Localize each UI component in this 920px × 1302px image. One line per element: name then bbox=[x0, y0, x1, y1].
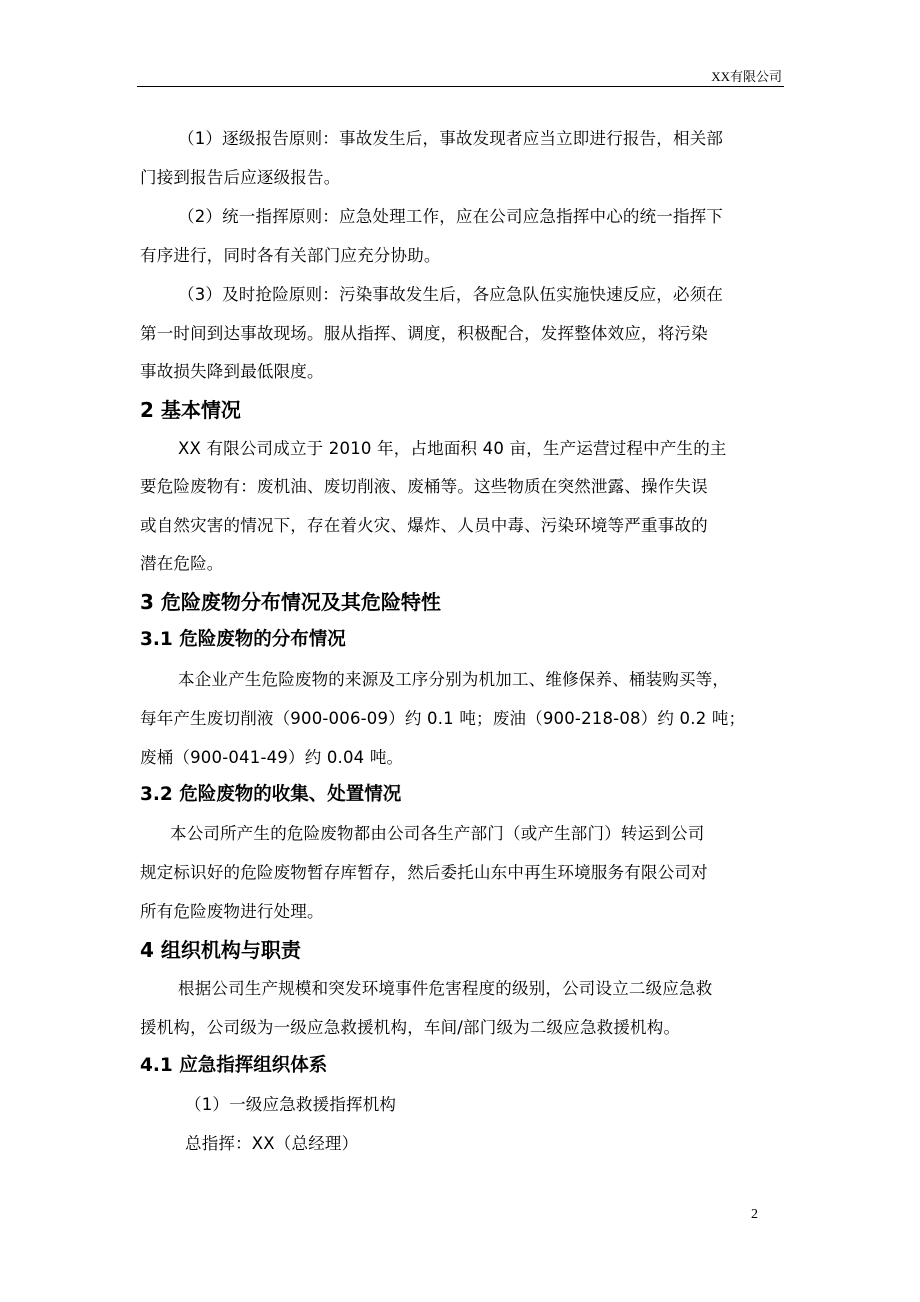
page-number: 2 bbox=[751, 1207, 758, 1222]
section-3-1-line-2: 每年产生废切削液（900-006-09）约 0.1 吨；废油（900-218-08）约 0.2 吨； bbox=[140, 709, 746, 728]
section-4-line-2: 援机构，公司级为一级应急救援机构，车间/部门级为二级应急救援机构。 bbox=[140, 1018, 681, 1037]
principle-1-line-2: 门接到报告后应逐级报告。 bbox=[140, 168, 341, 187]
principle-3-line-1: （3）及时抢险原则：污染事故发生后，各应急队伍实施快速反应，必须在 bbox=[178, 285, 724, 304]
section-2-line-3: 或自然灾害的情况下，存在着火灾、爆炸、人员中毒、污染环境等严重事故的 bbox=[140, 516, 708, 535]
section-4-line-1: 根据公司生产规模和突发环境事件危害程度的级别，公司设立二级应急救 bbox=[178, 979, 713, 998]
section-3-1-heading: 3.1 危险废物的分布情况 bbox=[140, 629, 346, 650]
section-4-1-heading: 4.1 应急指挥组织体系 bbox=[140, 1055, 328, 1076]
section-3-2-line-3: 所有危险废物进行处理。 bbox=[140, 902, 324, 921]
section-2-heading: 2 基本情况 bbox=[140, 398, 241, 422]
section-4-1-item-2: 总指挥：XX（总经理） bbox=[185, 1134, 359, 1153]
section-4-heading: 4 组织机构与职责 bbox=[140, 938, 301, 962]
principle-3-line-2: 第一时间到达事故现场。服从指挥、调度，积极配合，发挥整体效应，将污染 bbox=[140, 324, 708, 343]
principle-2-line-2: 有序进行，同时各有关部门应充分协助。 bbox=[140, 246, 441, 265]
principle-3-line-3: 事故损失降到最低限度。 bbox=[140, 362, 324, 381]
principle-1-line-1: （1）逐级报告原则：事故发生后，事故发现者应当立即进行报告，相关部 bbox=[178, 129, 724, 148]
section-2-line-1: XX 有限公司成立于 2010 年，占地面积 40 亩，生产运营过程中产生的主 bbox=[178, 439, 727, 458]
principle-2-line-1: （2）统一指挥原则：应急处理工作，应在公司应急指挥中心的统一指挥下 bbox=[178, 207, 724, 226]
section-2-line-4: 潜在危险。 bbox=[140, 554, 224, 573]
section-3-2-line-2: 规定标识好的危险废物暂存库暂存，然后委托山东中再生环境服务有限公司对 bbox=[140, 863, 708, 882]
section-3-2-heading: 3.2 危险废物的收集、处置情况 bbox=[140, 784, 402, 805]
section-3-1-line-3: 废桶（900-041-49）约 0.04 吨。 bbox=[140, 748, 404, 767]
section-3-2-line-1: 本公司所产生的危险废物都由公司各生产部门（或产生部门）转运到公司 bbox=[170, 824, 705, 843]
section-2-line-2: 要危险废物有：废机油、废切削液、废桶等。这些物质在突然泄露、操作失误 bbox=[140, 477, 708, 496]
section-3-1-line-1: 本企业产生危险废物的来源及工序分别为机加工、维修保养、桶装购买等， bbox=[178, 670, 730, 689]
section-3-heading: 3 危险废物分布情况及其危险特性 bbox=[140, 590, 441, 614]
page-header bbox=[137, 66, 784, 87]
section-4-1-item-1: （1）一级应急救援指挥机构 bbox=[185, 1095, 397, 1114]
header-company-name: XX有限公司 bbox=[711, 69, 782, 84]
